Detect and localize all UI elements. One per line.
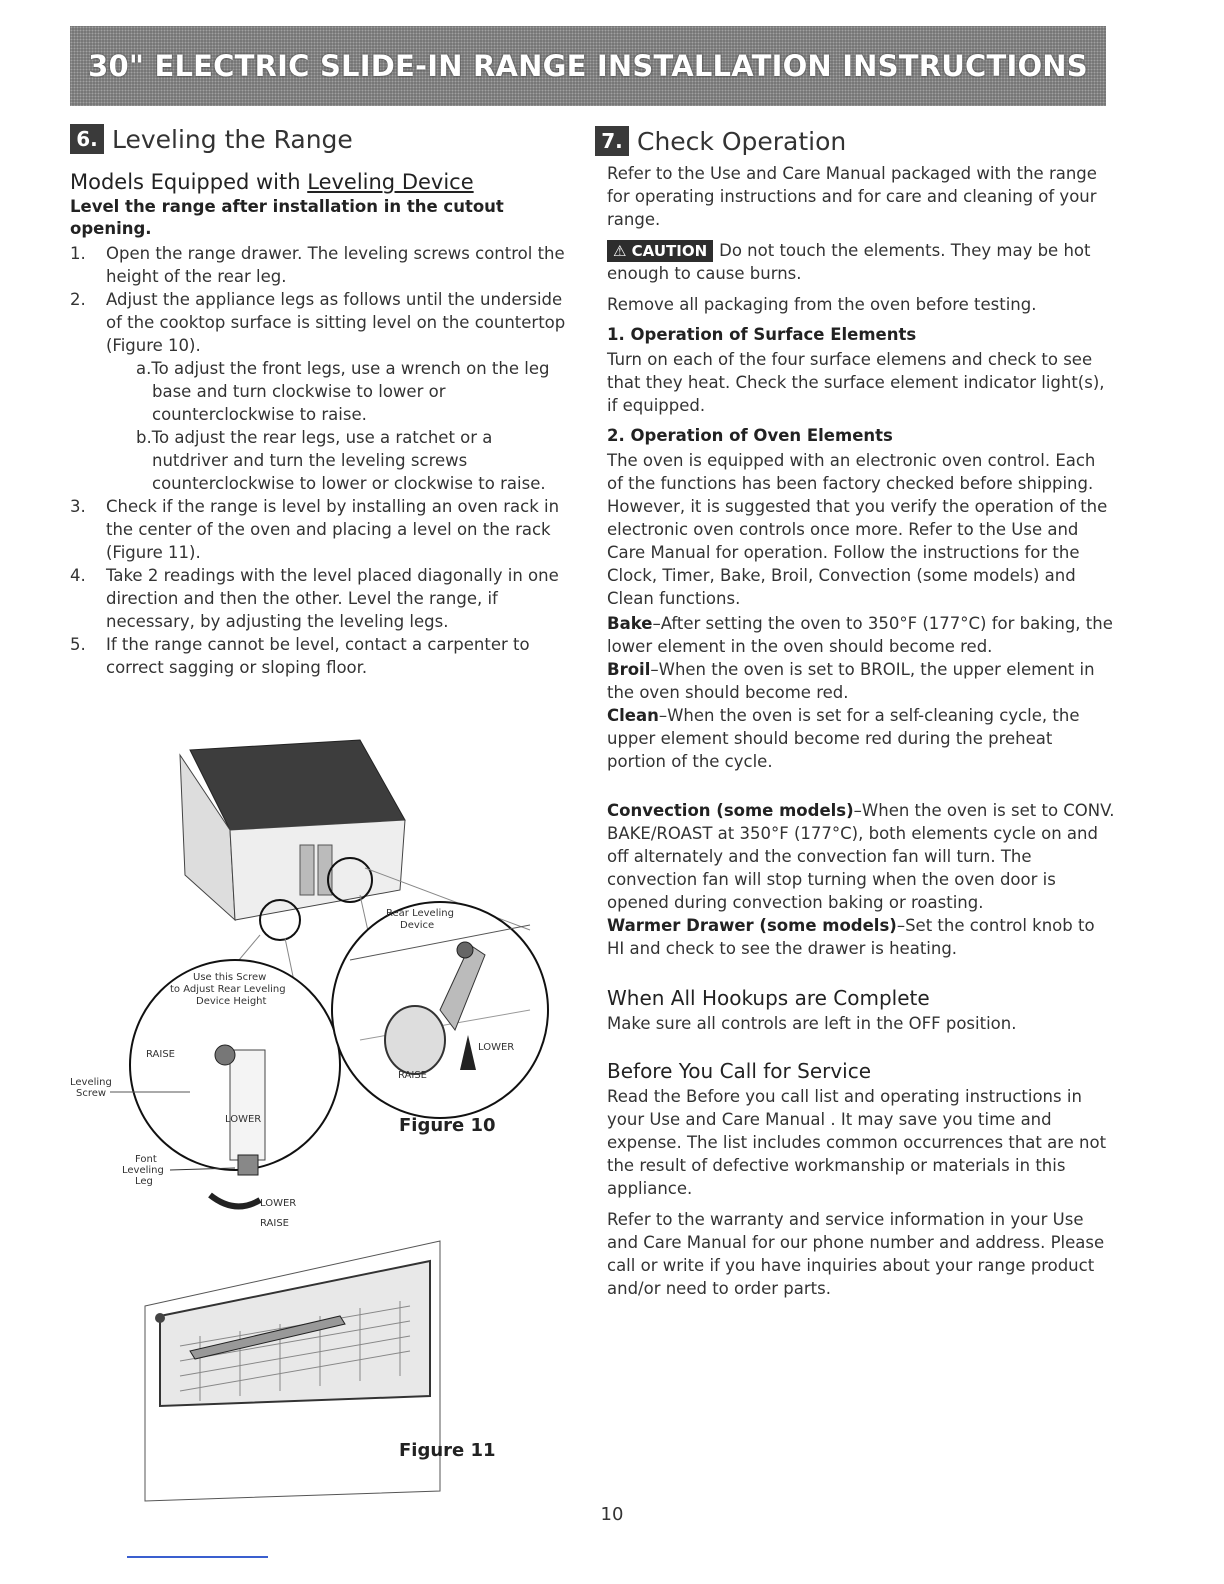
step-2a: a.To adjust the front legs, use a wrench on the leg base and turn clockwise to lower or counterclockwise to raise. (136, 359, 550, 424)
broil-line: Broil–When the oven is set to BROIL, the upper element in the oven should become red. (607, 660, 1095, 702)
hookups-text: Make sure all controls are left in the OFF position. (607, 1014, 1017, 1033)
figure-11-caption: Figure 11 (399, 1440, 496, 1461)
convection-line: Convection (some models)–When the oven is set to CONV. BAKE/ROAST at 350°F (177°C), both elements cycle on and off alternately and the convection fan will turn. The convection fan will stop turning when the oven door is opened during convection baking or roasting. (607, 801, 1115, 912)
op-surface-title: 1. Operation of Surface Elements (607, 325, 917, 344)
step-4: 4. Take 2 readings with the level placed diagonally in one direction and then the other. Level the range, if necessary, by adjusting the leveling legs. (70, 566, 559, 631)
page-number: 10 (600, 1504, 624, 1525)
svg-text:Use this Screw: Use this Screw (193, 972, 267, 983)
op-oven-text: The oven is equipped with an electronic oven control. Each of the functions has been factory checked before shipping. However, it is suggested that you verify the operation of the electronic oven controls once more. Refer to the Use and Care Manual for operation. Follow the instructions for the Clock, Timer, Bake, Broil, Convection (some models) and Clean functions. (607, 451, 1108, 608)
svg-text:Device Height: Device Height (196, 996, 267, 1007)
svg-text:LOWER: LOWER (260, 1198, 297, 1209)
section-7-title: Check Operation (637, 126, 847, 156)
remove-packaging: Remove all packaging from the oven before testing. (607, 295, 1037, 314)
svg-text:RAISE: RAISE (146, 1049, 175, 1060)
footer-rule (127, 1556, 268, 1558)
step-5: 5. If the range cannot be level, contact a carpenter to correct sagging or sloping floor. (70, 635, 530, 677)
svg-text:to Adjust Rear Leveling: to Adjust Rear Leveling (170, 984, 286, 995)
svg-text:Leveling: Leveling (70, 1077, 112, 1088)
svg-text:Leg: Leg (135, 1176, 153, 1187)
op-surface-text: Turn on each of the four surface elemens and check to see that they heat. Check the surface element indicator light(s), if equipped. (607, 350, 1105, 415)
warmer-line: Warmer Drawer (some models)–Set the control knob to HI and check to see the drawer is heating. (607, 916, 1095, 958)
svg-text:Screw: Screw (76, 1088, 107, 1099)
left-column (70, 168, 570, 679)
service-title: Before You Call for Service (607, 1059, 872, 1083)
service-paragraph-2: Refer to the warranty and service information in your Use and Care Manual for our phone number and address. Please call or write if you have inquiries about your range product and/or need to order parts. (607, 1210, 1105, 1298)
hookups-title: When All Hookups are Complete (607, 986, 930, 1010)
step-1: 1. Open the range drawer. The leveling screws control the height of the rear leg. (70, 244, 565, 286)
section-7-number: 7. (595, 126, 629, 156)
caution-paragraph: ⚠ CAUTION Do not touch the elements. They may be hot enough to cause burns. (607, 241, 1091, 283)
svg-text:RAISE: RAISE (398, 1070, 427, 1081)
section-6-title: Leveling the Range (112, 124, 353, 154)
right-column (607, 162, 1115, 1308)
svg-text:RAISE: RAISE (260, 1218, 289, 1229)
cooktop-shape (190, 740, 405, 830)
header-banner (70, 26, 1106, 106)
figure-10-illustration (60, 710, 580, 1250)
check-intro: Refer to the Use and Care Manual packaged with the range for operating instructions and for care and cleaning of your range. (607, 164, 1097, 229)
svg-text:LOWER: LOWER (225, 1114, 262, 1125)
leveling-lead: Level the range after installation in the cutout opening. (70, 197, 504, 238)
service-paragraph-1: Read the Before you call list and operating instructions in your Use and Care Manual . It may save you time and expense. The list includes common occurrences that are not the result of defective workmanship or materials in this appliance. (607, 1087, 1107, 1198)
section-7-heading (595, 126, 846, 156)
step-2b: b.To adjust the rear legs, use a ratchet or a nutdriver and turn the leveling screws counterclockwise to lower or clockwise to raise. (136, 428, 546, 493)
leveling-subheading: Models Equipped with Leveling Device (70, 170, 474, 194)
leveling-device-underlined: Leveling Device (307, 170, 474, 194)
page-title: 30" ELECTRIC SLIDE-IN RANGE INSTALLATION INSTRUCTIONS (88, 49, 1088, 83)
figure-11-illustration (140, 1236, 450, 1506)
step-2: 2. Adjust the appliance legs as follows until the underside of the cooktop surface is sitting level on the countertop (Figure 10). a.To adjust the front legs, use a wrench on the leg base and turn clockwise to lower or counterclockwise to raise. b.To adjust the rear legs, use a ratchet or a nutdriver and turn the leveling screws counterclockwise to lower or clockwise to raise. (70, 288, 570, 495)
svg-text:LOWER: LOWER (478, 1042, 515, 1053)
bake-line: Bake–After setting the oven to 350°F (177°C) for baking, the lower element in the oven should become red. (607, 614, 1113, 656)
section-6-heading (70, 124, 353, 154)
svg-text:Font: Font (135, 1154, 157, 1165)
caution-badge: ⚠ CAUTION (607, 240, 713, 262)
op-oven-title: 2. Operation of Oven Elements (607, 426, 893, 445)
svg-text:Leveling: Leveling (122, 1165, 164, 1176)
section-6-number: 6. (70, 124, 104, 154)
leveling-steps (70, 242, 570, 679)
svg-text:Rear Leveling: Rear Leveling (386, 908, 454, 919)
step-3: 3. Check if the range is level by installing an oven rack in the center of the oven and placing a level on the rack (Figure 11). (70, 497, 560, 562)
svg-text:Device: Device (400, 920, 435, 931)
figure-10-caption: Figure 10 (399, 1115, 496, 1136)
clean-line: Clean–When the oven is set for a self-cleaning cycle, the upper element should become red during the preheat portion of the cycle. (607, 706, 1080, 771)
